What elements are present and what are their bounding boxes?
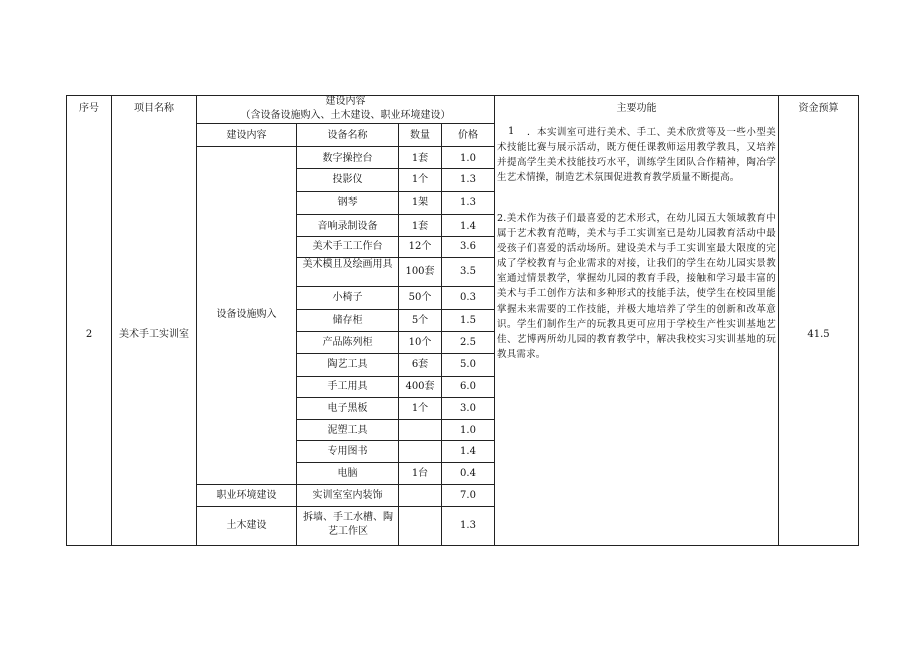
row-divider bbox=[296, 309, 494, 310]
equipment-price: 1.4 bbox=[460, 446, 476, 457]
function-description bbox=[497, 125, 776, 543]
equipment-price: 7.0 bbox=[460, 490, 476, 501]
function-para-1-number: 1 bbox=[508, 126, 515, 137]
header-seq: 序号 bbox=[79, 103, 99, 114]
header-function: 主要功能 bbox=[616, 103, 657, 114]
equipment-name: 电脑 bbox=[337, 468, 358, 479]
equipment-name: 投影仪 bbox=[332, 174, 363, 185]
equipment-name: 专用图书 bbox=[327, 446, 368, 457]
subheader-content: 建设内容 bbox=[226, 130, 267, 141]
col-divider bbox=[398, 123, 399, 546]
equipment-price: 5.0 bbox=[460, 359, 476, 370]
row-divider bbox=[296, 331, 494, 332]
header-budget: 资金预算 bbox=[798, 103, 839, 114]
equipment-name: 实训室室内装饰 bbox=[312, 490, 383, 501]
project-budget: 41.5 bbox=[807, 329, 830, 340]
col-divider bbox=[296, 123, 297, 546]
row-divider bbox=[296, 440, 494, 441]
equipment-qty: 1架 bbox=[411, 197, 429, 208]
equipment-price: 1.3 bbox=[460, 197, 476, 208]
project-seq: 2 bbox=[85, 329, 93, 340]
equipment-price: 0.4 bbox=[460, 468, 476, 479]
table-border-bottom bbox=[66, 545, 859, 546]
equipment-price: 2.5 bbox=[460, 337, 476, 348]
equipment-name: 泥塑工具 bbox=[327, 425, 368, 436]
project-name: 美术手工实训室 bbox=[119, 329, 189, 340]
equipment-name: 产品陈列柜 bbox=[322, 337, 373, 348]
row-divider bbox=[296, 419, 494, 420]
function-para-2: 2.美术作为孩子们最喜爱的艺术形式，在幼儿园五大领域教育中属于艺术教育范畴，美术与手工实训室已是幼儿园教育活动中最受孩子们喜爱的活动场所。建设美术与手工实训室最大限度的完成了学校教育与企业需求的对接，让我们的学生在幼儿园实景教室通过情景教学，掌握幼儿园的教育手段，接触和学习最丰富的美术与手工创作方法和多种形式的技能手法，使学生在校园里能掌握未来需要的工作技能，并极大地培养了学生的创新和改革意识。学生们制作生产的玩教具更可应用于学校生产性实训基地艺佳、艺博两所幼儿园的教育教学中，解决我校实习实训基地的玩教具需求。 bbox=[497, 213, 776, 360]
group-purchase: 设备设施购入 bbox=[216, 309, 277, 320]
equipment-name: 美术模且及绘画用具 bbox=[302, 259, 393, 270]
subheader-divider bbox=[196, 146, 494, 147]
equipment-price: 1.5 bbox=[460, 315, 476, 326]
header-content-title: 建设内容 bbox=[325, 96, 366, 107]
subheader-quantity: 数量 bbox=[410, 130, 430, 141]
equipment-name: 储存柜 bbox=[332, 315, 363, 326]
row-divider bbox=[196, 484, 494, 485]
row-divider bbox=[296, 397, 494, 398]
equipment-name: 数字操控台 bbox=[322, 153, 373, 164]
row-divider bbox=[296, 236, 494, 237]
equipment-name: 陶艺工具 bbox=[327, 359, 368, 370]
row-divider bbox=[296, 214, 494, 215]
equipment-price: 1.0 bbox=[460, 425, 476, 436]
equipment-price: 0.3 bbox=[460, 292, 476, 303]
header-project-name: 项目名称 bbox=[134, 103, 174, 114]
header-divider bbox=[196, 123, 494, 124]
equipment-qty: 10个 bbox=[408, 337, 432, 348]
row-divider bbox=[296, 376, 494, 377]
equipment-name: 拆墙、手工水槽、陶艺工作区 bbox=[303, 512, 393, 537]
equipment-name: 美术手工工作台 bbox=[312, 241, 383, 252]
equipment-name: 电子黑板 bbox=[327, 403, 368, 414]
function-para-1 bbox=[497, 125, 776, 185]
equipment-qty: 50个 bbox=[408, 292, 432, 303]
equipment-qty: 1套 bbox=[411, 153, 429, 164]
equipment-price: 3.0 bbox=[460, 403, 476, 414]
function-para-1-text: ．本实训室可进行美术、手工、美术欣赏等及一些小型美术技能比赛与展示活动，既方便任课教师运用教学教具，又培养并提高学生美术技能技巧水平，训练学生团队合作精神，陶冶学生艺术情操，制造艺术氛围促进教育教学质量不断提高。 bbox=[497, 127, 776, 184]
header-content-subtitle: （含设备设施购入、土木建设、职业环境建设） bbox=[240, 110, 451, 121]
subheader-equipment: 设备名称 bbox=[327, 130, 368, 141]
equipment-qty: 1台 bbox=[411, 468, 429, 479]
col-divider bbox=[441, 123, 442, 546]
col-divider bbox=[778, 95, 779, 546]
row-divider bbox=[296, 286, 494, 287]
table-border-right bbox=[858, 95, 859, 546]
equipment-qty: 5个 bbox=[411, 315, 429, 326]
subheader-price: 价格 bbox=[458, 130, 478, 141]
equipment-qty: 1套 bbox=[411, 221, 429, 232]
equipment-name: 手工用具 bbox=[327, 381, 368, 392]
group-environment: 职业环境建设 bbox=[216, 490, 277, 501]
row-divider bbox=[296, 191, 494, 192]
equipment-qty: 400套 bbox=[405, 381, 435, 392]
table-border-left bbox=[66, 95, 67, 546]
equipment-name: 音响录制设备 bbox=[317, 221, 378, 232]
equipment-price: 1.3 bbox=[460, 520, 476, 531]
row-divider bbox=[296, 168, 494, 169]
group-civil: 土木建设 bbox=[226, 520, 267, 531]
equipment-price: 1.0 bbox=[460, 153, 476, 164]
equipment-qty: 1个 bbox=[411, 174, 429, 185]
equipment-qty: 12个 bbox=[408, 241, 432, 252]
col-divider bbox=[111, 95, 112, 546]
col-divider bbox=[494, 95, 495, 546]
equipment-price: 6.0 bbox=[460, 381, 476, 392]
row-divider bbox=[196, 506, 494, 507]
equipment-qty: 1个 bbox=[411, 403, 429, 414]
equipment-name: 钢琴 bbox=[337, 197, 358, 208]
equipment-price: 1.3 bbox=[460, 174, 476, 185]
equipment-name: 小椅子 bbox=[332, 292, 363, 303]
equipment-qty: 6套 bbox=[411, 359, 429, 370]
equipment-price: 3.6 bbox=[460, 241, 476, 252]
equipment-price: 1.4 bbox=[460, 221, 476, 232]
equipment-price: 3.5 bbox=[460, 266, 476, 277]
equipment-qty: 100套 bbox=[405, 266, 435, 277]
row-divider bbox=[296, 462, 494, 463]
row-divider bbox=[296, 353, 494, 354]
